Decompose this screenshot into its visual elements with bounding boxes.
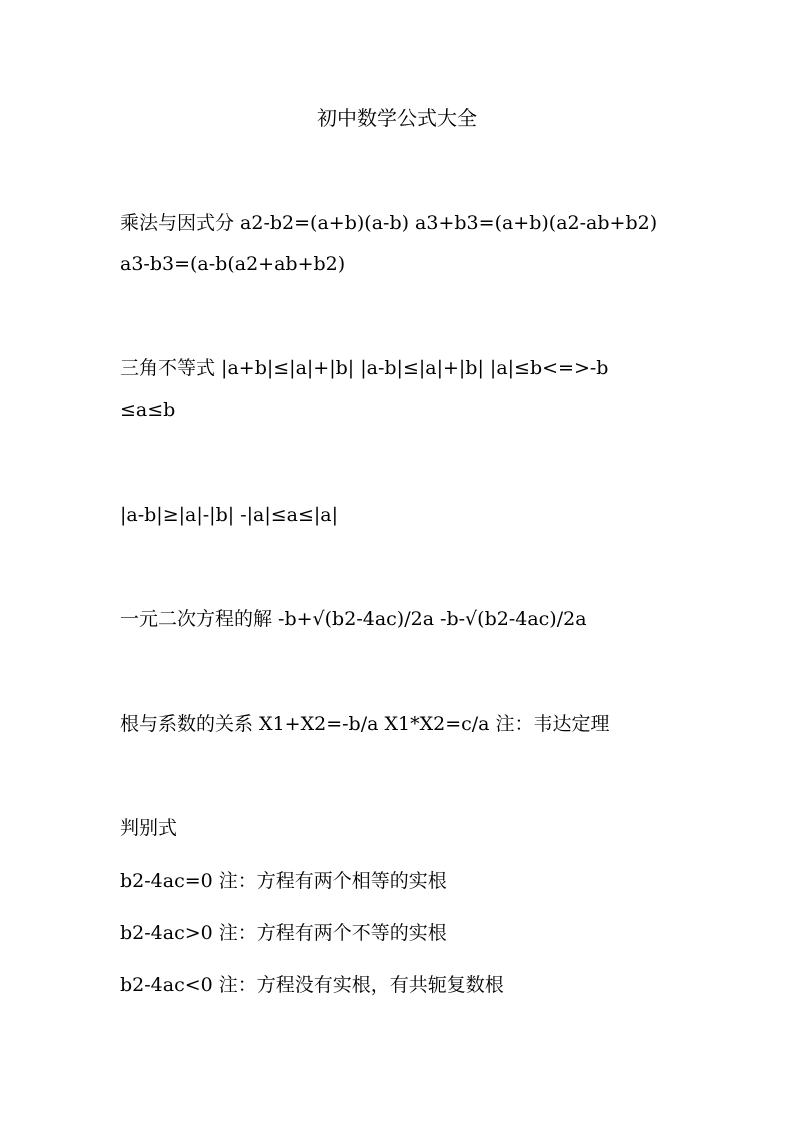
formula-line-quadratic-solution: 一元二次方程的解 -b+√(b2-4ac)/2a -b-√(b2-4ac)/2a	[120, 608, 587, 630]
formula-line-discriminant-zero: b2-4ac=0 注：方程有两个相等的实根	[120, 870, 447, 892]
formula-line-abs-inequality: |a-b|≥|a|-|b| -|a|≤a≤|a|	[120, 504, 339, 526]
document-title: 初中数学公式大全	[317, 106, 477, 130]
section-heading-discriminant: 判别式	[120, 817, 178, 839]
formula-line-triangle-inequality-2: ≤a≤b	[120, 399, 176, 421]
formula-line-factorization-2: a3-b3=(a-b(a2+ab+b2)	[120, 253, 346, 275]
formula-line-discriminant-positive: b2-4ac>0 注：方程有两个不等的实根	[120, 922, 447, 944]
formula-line-triangle-inequality-1: 三角不等式 |a+b|≤|a|+|b| |a-b|≤|a|+|b| |a|≤b<=>-b	[120, 357, 609, 379]
formula-line-vieta: 根与系数的关系 X1+X2=-b/a X1*X2=c/a 注：韦达定理	[120, 713, 610, 735]
formula-line-discriminant-negative: b2-4ac<0 注：方程没有实根，有共轭复数根	[120, 974, 504, 996]
formula-line-factorization-1: 乘法与因式分 a2-b2=(a+b)(a-b) a3+b3=(a+b)(a2-ab+b2)	[120, 212, 658, 234]
